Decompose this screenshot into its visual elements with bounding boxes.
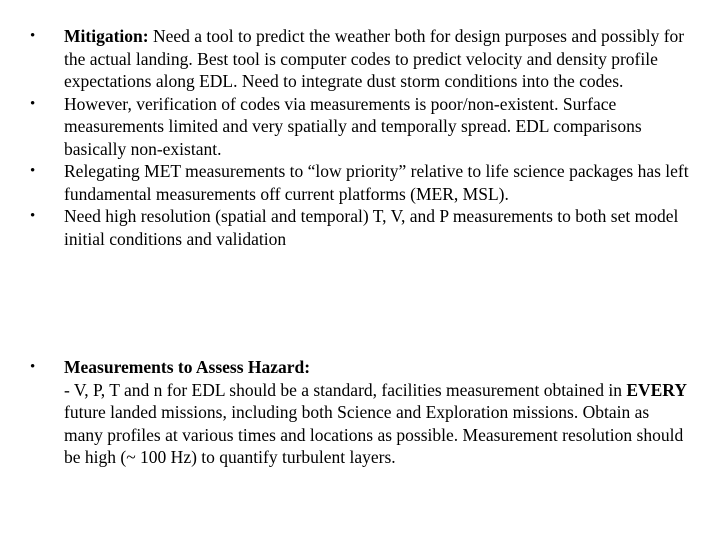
bullet-verification xyxy=(0,93,720,161)
bullet-dot: • xyxy=(30,95,36,112)
bullet-dot: • xyxy=(30,359,36,375)
bullet-lead: Mitigation: xyxy=(64,26,149,46)
bullet-mitigation xyxy=(0,25,720,93)
bullet-measurements xyxy=(0,356,720,469)
bullet-text: Relegating MET measurements to “low priority” relative to life science packages has left fundamental measurements off current platforms (MER, MSL). xyxy=(64,161,689,204)
bullet-dot: • xyxy=(30,163,36,179)
bullet-dot: • xyxy=(30,28,36,44)
bullet-text-part1: - V, P, T and n for EDL should be a standard, facilities measurement obtained in xyxy=(64,379,627,400)
bullet-text-part2: future landed missions, including both Science and Exploration missions. Obtain as many profiles at various times and locations as possible. Measurement resolution should be high (~ 100 Hz) to quantify turbulent layers. xyxy=(64,402,684,467)
bullet-list-top xyxy=(0,25,720,250)
bullet-list-bottom xyxy=(0,356,720,469)
bullet-text: However, verification of codes via measurements is poor/non-existent. Surface measurements limited and very spatially and temporally spread. EDL comparisons basically non-existant. xyxy=(64,93,642,159)
bullet-text: Need high resolution (spatial and temporal) T, V, and P measurements to both set model initial conditions and validation xyxy=(64,206,679,249)
bold-every: EVERY xyxy=(626,379,687,400)
bullet-dot: • xyxy=(30,208,36,224)
bullet-heading: Measurements to Assess Hazard: xyxy=(64,357,311,377)
bullet-resolution xyxy=(0,205,720,250)
bullet-relegating xyxy=(0,160,720,205)
bullet-text: Need a tool to predict the weather both for design purposes and possibly for the actual landing. Best tool is computer codes to predict velocity and density profile expectations along EDL. Need to integrate dust storm conditions into the codes. xyxy=(64,26,685,91)
